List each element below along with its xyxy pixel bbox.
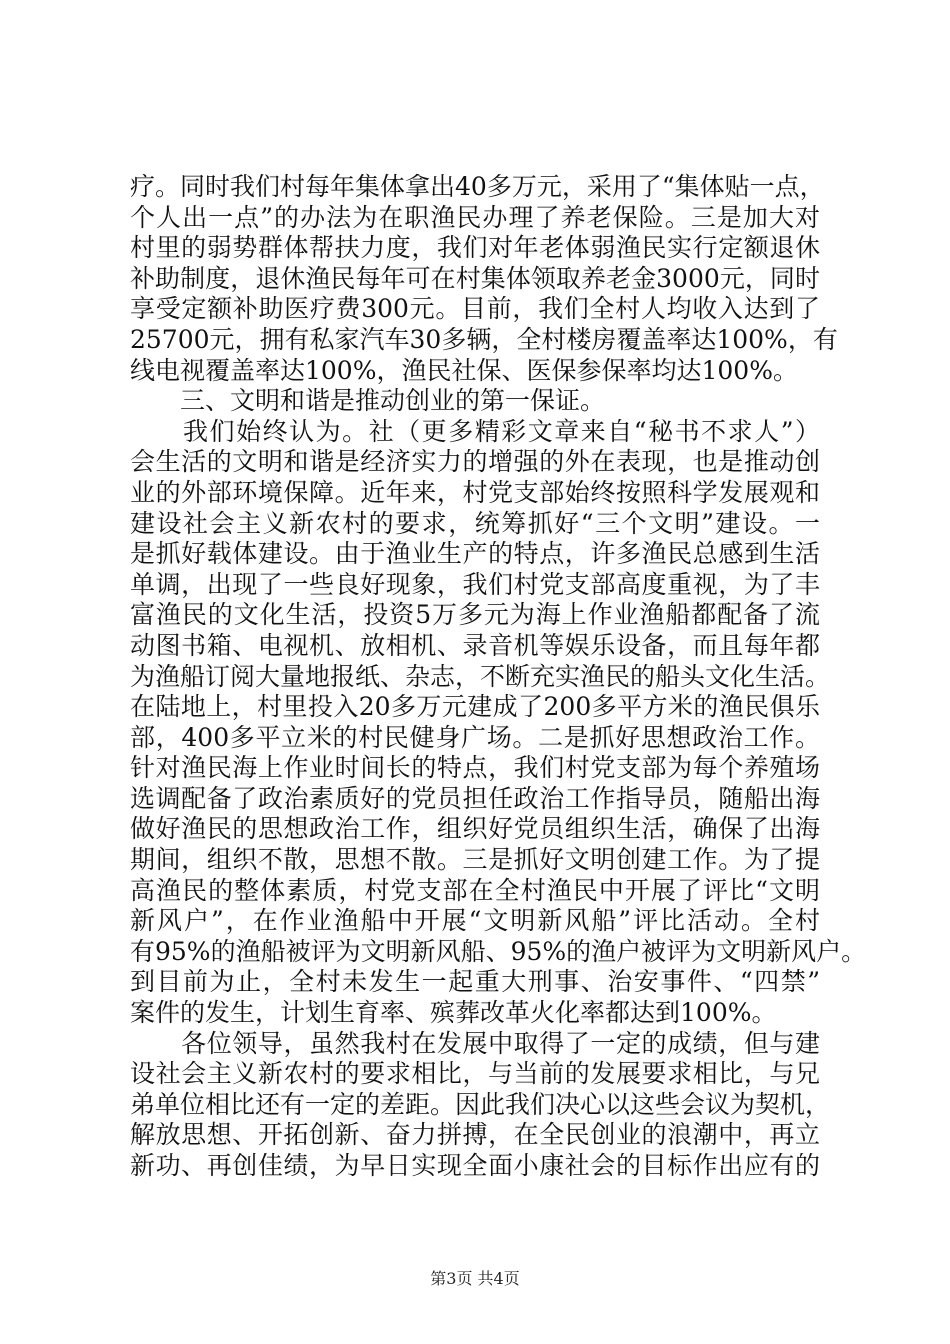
text-line: 做好渔民的思想政治工作，组织好党员组织生活，确保了出海 [130, 814, 820, 844]
text-line: 补助制度，退休渔民每年可在村集体领取养老金3000元，同时 [130, 263, 820, 293]
text-line: 设社会主义新农村的要求相比，与当前的发展要求相比，与兄 [130, 1059, 820, 1089]
text-line: 新风户”，在作业渔船中开展“文明新风船”评比活动。全村 [130, 906, 820, 936]
text-line: 会生活的文明和谐是经济实力的增强的外在表现，也是推动创 [130, 447, 820, 477]
text-line: 25700元，拥有私家汽车30多辆，全村楼房覆盖率达100%，有 [130, 324, 838, 354]
text-line: 针对渔民海上作业时间长的特点，我们村党支部为每个养殖场 [130, 753, 820, 783]
text-line: 线电视覆盖率达100%，渔民社保、医保参保率均达100%。 [130, 355, 798, 385]
text-line: 建设社会主义新农村的要求，统筹抓好“三个文明”建设。一 [130, 508, 820, 538]
text-line: 选调配备了政治素质好的党员担任政治工作指导员，随船出海 [130, 783, 820, 813]
text-line: 新功、再创佳绩，为早日实现全面小康社会的目标作出应有的 [130, 1151, 820, 1180]
text-line: 我们始终认为。社（更多精彩文章来自“秘书不求人”） [130, 416, 820, 446]
text-line: 村里的弱势群体帮扶力度，我们对年老体弱渔民实行定额退休 [130, 233, 820, 263]
text-line: 在陆地上，村里投入20多万元建成了200多平方米的渔民俱乐 [130, 692, 820, 722]
text-line: 到目前为止，全村未发生一起重大刑事、治安事件、“四禁” [130, 967, 820, 997]
page-footer: 第3页 共4页 [430, 1269, 520, 1288]
text-line: 高渔民的整体素质，村党支部在全村渔民中开展了评比“文明 [130, 875, 820, 905]
text-line: 富渔民的文化生活，投资5万多元为海上作业渔船都配备了流 [130, 600, 820, 630]
text-line: 期间，组织不散，思想不散。三是抓好文明创建工作。为了提 [130, 845, 820, 875]
text-line: 个人出一点”的办法为在职渔民办理了养老保险。三是加大对 [130, 202, 820, 232]
text-line: 疗。同时我们村每年集体拿出40多万元，采用了“集体贴一点， [130, 172, 825, 201]
body-text [130, 172, 867, 1182]
text-line: 是抓好载体建设。由于渔业生产的特点，许多渔民总感到生活 [130, 539, 820, 569]
text-line: 动图书箱、电视机、放相机、录音机等娱乐设备，而且每年都 [130, 630, 820, 660]
text-line: 单调，出现了一些良好现象，我们村党支部高度重视，为了丰 [130, 569, 820, 599]
section-heading: 三、文明和谐是推动创业的第一保证。 [130, 386, 606, 416]
text-line: 享受定额补助医疗费300元。目前，我们全村人均收入达到了 [130, 294, 820, 324]
text-line: 解放思想、开拓创新、奋力拼搏，在全民创业的浪潮中，再立 [130, 1120, 820, 1150]
text-line: 有95%的渔船被评为文明新风船、95%的渔户被评为文明新风户。 [130, 936, 867, 966]
text-line: 为渔船订阅大量地报纸、杂志，不断充实渔民的船头文化生活。 [130, 661, 831, 691]
text-line: 各位领导，虽然我村在发展中取得了一定的成绩，但与建 [130, 1028, 820, 1058]
text-line: 案件的发生，计划生育率、殡葬改革火化率都达到100%。 [130, 998, 777, 1028]
text-line: 业的外部环境保障。近年来，村党支部始终按照科学发展观和 [130, 477, 820, 507]
text-line: 弟单位相比还有一定的差距。因此我们决心以这些会议为契机， [130, 1089, 831, 1119]
text-line: 部，400多平立米的村民健身广场。二是抓好思想政治工作。 [130, 722, 820, 752]
